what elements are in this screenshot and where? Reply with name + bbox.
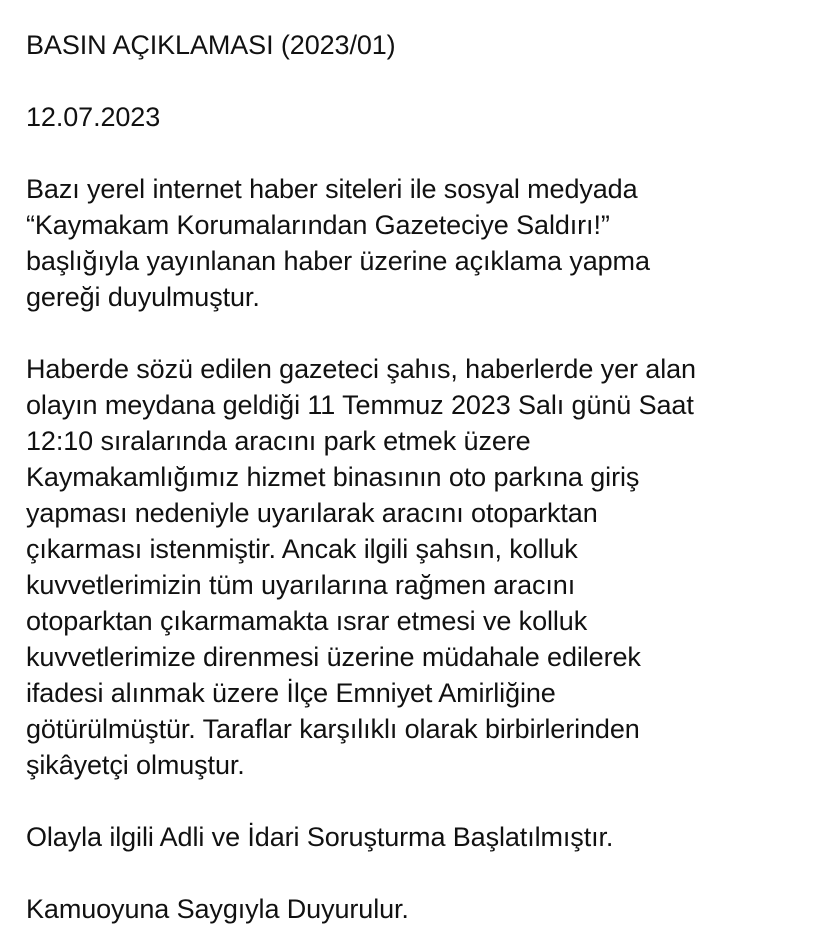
spacer [26,855,816,891]
paragraph-intro [26,171,816,315]
paragraph-investigation: Olayla ilgili Adli ve İdari Soruşturma Başlatılmıştır. [26,822,614,852]
text-line: 12:10 sıralarında aracını park etmek üzere [26,426,531,456]
text-line: otoparktan çıkarmamakta ısrar etmesi ve kolluk [26,606,588,636]
text-line: Bazı yerel internet haber siteleri ile sosyal medyada [26,174,638,204]
text-line: çıkarması istenmiştir. Ancak ilgili şahsın, kolluk [26,534,578,564]
text-line: götürülmüştür. Taraflar karşılıklı olarak birbirlerinden [26,714,640,744]
press-release-document [26,27,816,927]
document-date: 12.07.2023 [26,102,161,132]
text-line: Kaymakamlığımız hizmet binasının oto parkına giriş [26,462,640,492]
closing-line: Kamuoyuna Saygıyla Duyurulur. [26,894,409,924]
text-line: “Kaymakam Korumalarından Gazeteciye Saldırı!” [26,210,610,240]
text-line: kuvvetlerimizin tüm uyarılarına rağmen aracını [26,570,576,600]
document-title: BASIN AÇIKLAMASI (2023/01) [26,30,396,60]
text-line: gereği duyulmuştur. [26,282,260,312]
spacer [26,783,816,819]
spacer [26,315,816,351]
text-line: yapması nedeniyle uyarılarak aracını otoparktan [26,498,598,528]
text-line: kuvvetlerimize direnmesi üzerine müdahale edilerek [26,642,641,672]
spacer [26,63,816,99]
text-line: başlığıyla yayınlanan haber üzerine açıklama yapma [26,246,650,276]
spacer [26,135,816,171]
text-line: şikâyetçi olmuştur. [26,750,245,780]
paragraph-incident [26,351,816,783]
text-line: Haberde sözü edilen gazeteci şahıs, haberlerde yer alan [26,354,696,384]
text-line: ifadesi alınmak üzere İlçe Emniyet Amirliğine [26,678,556,708]
text-line: olayın meydana geldiği 11 Temmuz 2023 Salı günü Saat [26,390,694,420]
